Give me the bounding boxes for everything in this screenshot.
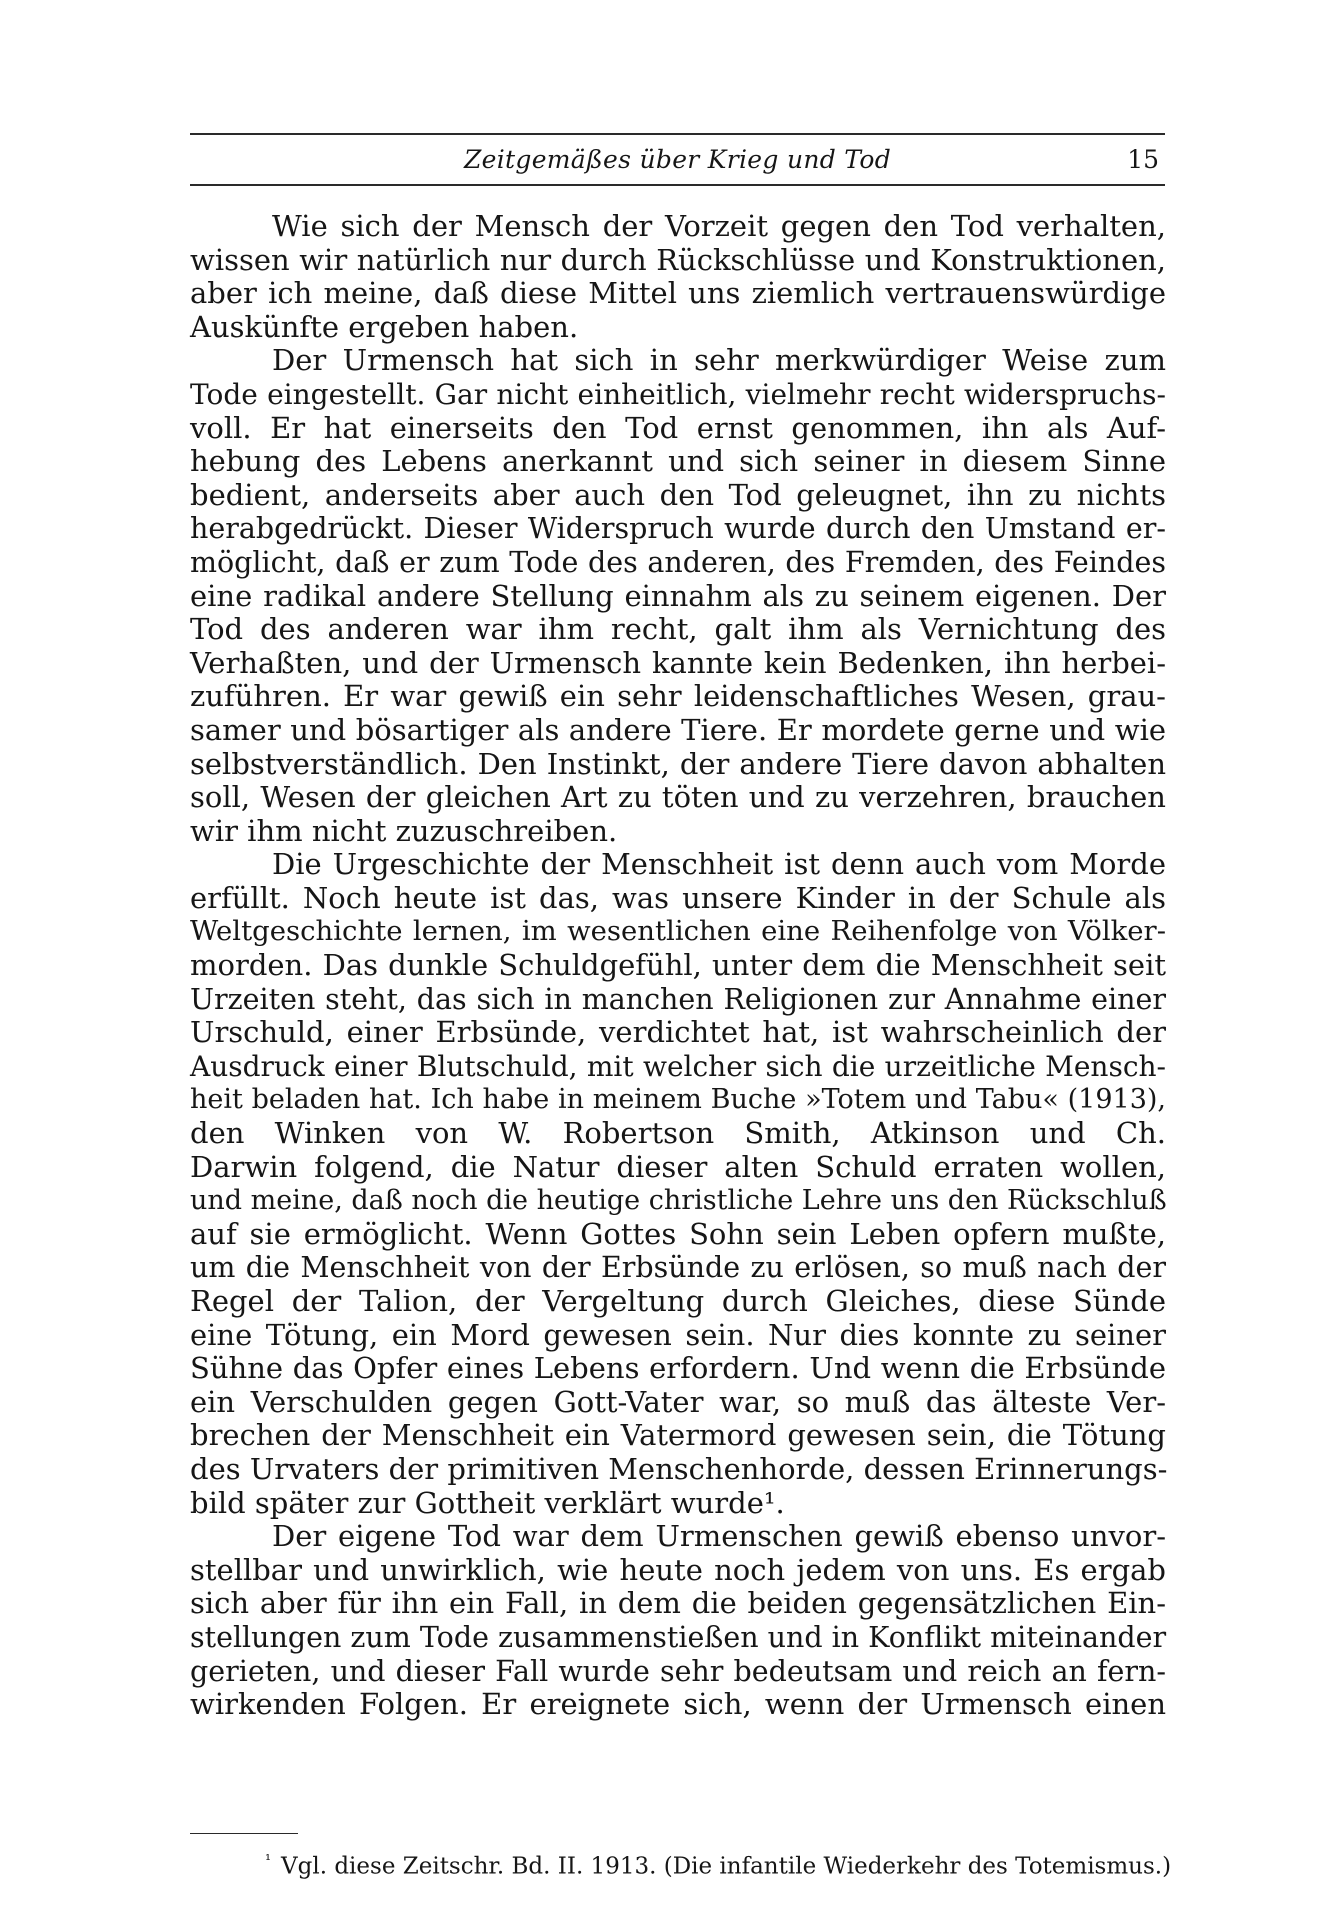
text-line: herabgedrückt. Dieser Widerspruch wurde durch den Umstand er- [190, 512, 1166, 546]
text-line: bild später zur Gottheit verklärt wurde¹. [190, 1485, 785, 1520]
text-line: auf sie ermöglicht. Wenn Gottes Sohn sein Leben opfern mußte, [190, 1216, 1166, 1251]
running-head [190, 140, 1165, 180]
running-title: Zeitgemäßes über Krieg und Tod [464, 145, 891, 174]
header-rule-top [190, 133, 1165, 135]
text-line: den Winken von W. Robertson Smith, Atkinson und Ch. [190, 1116, 1166, 1151]
text-line: aber ich meine, daß diese Mittel uns ziemlich vertrauenswürdige [190, 276, 1166, 311]
text-line: Wie sich der Mensch der Vorzeit gegen den Tod verhalten, [272, 209, 1166, 243]
text-line: heit beladen hat. Ich habe in meinem Buche »Totem und Tabu« (1913), [190, 1084, 1166, 1116]
text-line: Der eigene Tod war dem Urmenschen gewiß ebenso unvor- [272, 1519, 1166, 1554]
text-line: des Urvaters der primitiven Menschenhorde, dessen Erinnerungs- [190, 1451, 1168, 1486]
text-line: wirkenden Folgen. Er ereignete sich, wenn der Urmensch einen [190, 1687, 1166, 1722]
text-line: Urschuld, einer Erbsünde, verdichtet hat, ist wahrscheinlich der [190, 1015, 1166, 1050]
text-line: erfüllt. Noch heute ist das, was unsere Kinder in der Schule als [190, 880, 1166, 915]
text-line: Sühne das Opfer eines Lebens erfordern. Und wenn die Erbsünde [190, 1351, 1166, 1386]
header-rule-bottom [190, 184, 1165, 186]
text-line: eine Tötung, ein Mord gewesen sein. Nur dies konnte zu seiner [190, 1317, 1166, 1352]
footnote-text: Vgl. diese Zeitschr. Bd. II. 1913. (Die infantile Wiederkehr des Totemismus.) [281, 1853, 1172, 1880]
text-line: Ausdruck einer Blutschuld, mit welcher sich die urzeitliche Mensch- [190, 1049, 1166, 1083]
footnote-marker: ¹ [265, 1851, 272, 1869]
text-line: selbstverständlich. Den Instinkt, der andere Tiere davon abhalten [190, 746, 1166, 781]
text-line: soll, Wesen der gleichen Art zu töten und zu verzehren, brauchen [190, 780, 1166, 815]
text-line: Die Urgeschichte der Menschheit ist denn auch vom Morde [272, 847, 1166, 882]
text-line: Tode eingestellt. Gar nicht einheitlich, vielmehr recht widerspruchs- [190, 377, 1166, 411]
text-line: wir ihm nicht zuzuschreiben. [190, 813, 618, 848]
text-line: Der Urmensch hat sich in sehr merkwürdiger Weise zum [272, 343, 1166, 378]
footnote [265, 1845, 1172, 1882]
text-line: und meine, daß noch die heutige christliche Lehre uns den Rückschluß [190, 1185, 1167, 1217]
text-line: Auskünfte ergeben haben. [190, 309, 579, 344]
text-line: bedient, anderseits aber auch den Tod geleugnet, ihn zu nichts [190, 477, 1166, 512]
text-line: hebung des Lebens anerkannt und sich seiner in diesem Sinne [190, 444, 1166, 479]
text-line: eine radikal andere Stellung einnahm als zu seinem eigenen. Der [190, 578, 1166, 613]
text-line: morden. Das dunkle Schuldgefühl, unter dem die Menschheit seit [190, 948, 1166, 983]
footnote-rule [190, 1833, 298, 1834]
text-line: Darwin folgend, die Natur dieser alten Schuld erraten wollen, [190, 1149, 1166, 1184]
text-line: ein Verschulden gegen Gott-Vater war, so muß das älteste Ver- [190, 1384, 1166, 1419]
text-line: möglicht, daß er zum Tode des anderen, des Fremden, des Feindes [190, 545, 1166, 579]
text-line: sich aber für ihn ein Fall, in dem die beiden gegensätzlichen Ein- [190, 1586, 1166, 1621]
text-line: um die Menschheit von der Erbsünde zu erlösen, so muß nach der [190, 1251, 1166, 1285]
text-line: Verhaßten, und der Urmensch kannte kein Bedenken, ihn herbei- [190, 645, 1166, 680]
text-line: wissen wir natürlich nur durch Rückschlüsse und Konstruktionen, [190, 242, 1166, 277]
text-line: voll. Er hat einerseits den Tod ernst genommen, ihn als Auf- [190, 410, 1166, 445]
text-line: Weltgeschichte lernen, im wesentlichen eine Reihenfolge von Völker- [190, 915, 1166, 948]
text-line: samer und bösartiger als andere Tiere. Er mordete gerne und wie [190, 712, 1166, 747]
text-line: stellbar und unwirklich, wie heute noch jedem von uns. Es ergab [190, 1552, 1166, 1587]
text-line: Urzeiten steht, das sich in manchen Religionen zur Annahme einer [190, 982, 1166, 1016]
text-line: Tod des anderen war ihm recht, galt ihm als Vernichtung des [190, 612, 1166, 647]
text-line: stellungen zum Tode zusammenstießen und in Konflikt miteinander [190, 1620, 1167, 1654]
text-line: zuführen. Er war gewiß ein sehr leidenschaftliches Wesen, grau- [190, 679, 1166, 714]
text-line: Regel der Talion, der Vergeltung durch Gleiches, diese Sünde [190, 1284, 1166, 1318]
page-number: 15 [1127, 145, 1159, 174]
text-line: brechen der Menschheit ein Vatermord gewesen sein, die Tötung [190, 1418, 1166, 1453]
text-line: gerieten, und dieser Fall wurde sehr bedeutsam und reich an fern- [190, 1654, 1166, 1688]
body-text [190, 210, 1166, 1722]
